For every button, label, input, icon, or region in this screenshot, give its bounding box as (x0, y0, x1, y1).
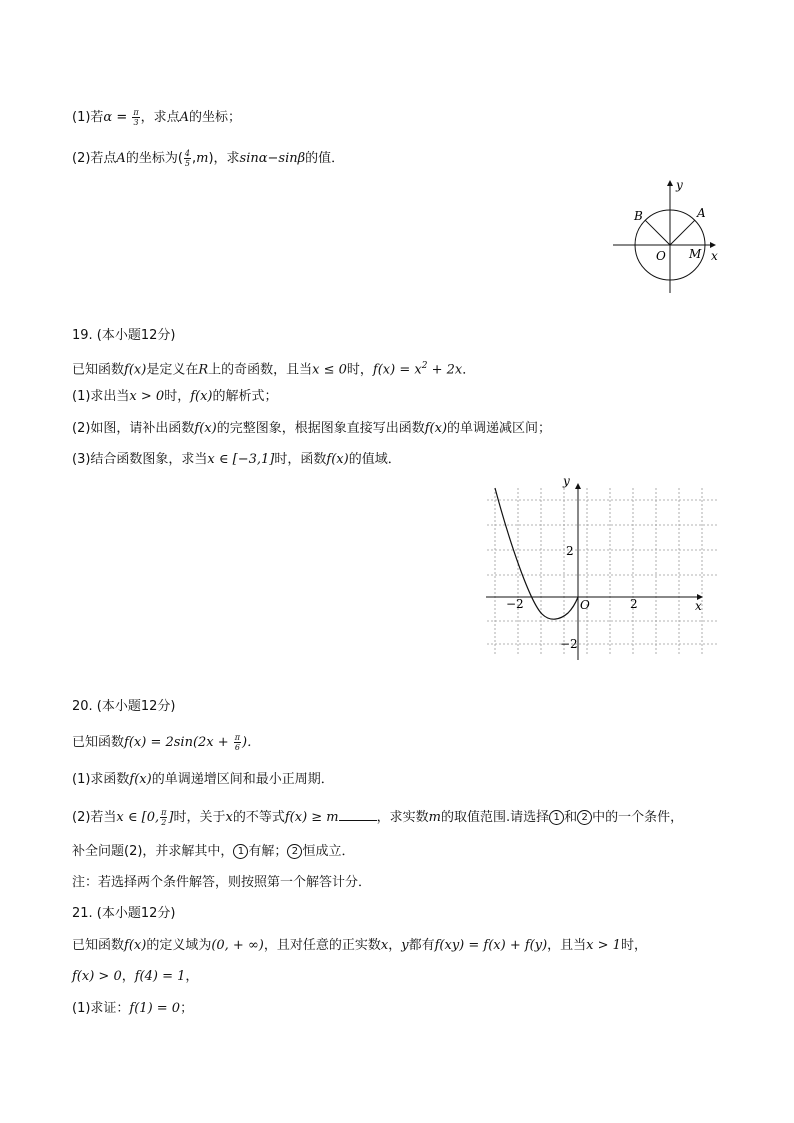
math-fx: f(x) (372, 362, 396, 378)
circled-two: 2 (577, 810, 592, 825)
math-ineq: f(x) ≥ m (284, 810, 339, 825)
math-domain: (0, + ∞) (211, 938, 264, 953)
math-sup: 2 (421, 361, 428, 371)
q19-part3 (72, 451, 401, 469)
math-x: x ∈ (116, 810, 142, 825)
q20-part2 (72, 808, 683, 827)
function-graph-figure (482, 474, 722, 664)
math-A: A (116, 151, 126, 166)
fraction (132, 108, 139, 127)
q20-stem (72, 733, 260, 752)
math-fx: f(x) (194, 421, 217, 436)
q20-part1 (72, 771, 334, 789)
text: 已知函数 (72, 938, 125, 953)
text: 已知函数 (72, 362, 125, 378)
q19-part1 (72, 388, 278, 406)
math-cond: x > 0 (129, 389, 165, 404)
text: 的单调递增区间和最小正周期． (151, 772, 334, 787)
text: ，且对任意的正实数 (263, 938, 381, 953)
text: (1)若 (72, 110, 104, 125)
text: = (112, 110, 132, 125)
math-m: m (428, 810, 441, 825)
text: 时， (346, 362, 373, 378)
text: 是定义在 (146, 362, 199, 378)
label-O: O (580, 598, 590, 612)
text: 时，关于 (173, 810, 226, 825)
math-eq: f(xy) = f(x) + f(y) (434, 938, 548, 953)
text: 恒成立． (302, 844, 355, 859)
text: ，求实数 (376, 810, 429, 825)
text: 的取值范围.请选择 (440, 810, 550, 825)
math-interval: [−3,1] (232, 452, 275, 467)
text: 的值域． (348, 452, 401, 467)
math-interval: [0, (141, 810, 160, 825)
circled-one: 1 (233, 844, 248, 859)
text: ， (121, 969, 135, 984)
math-fx: f(x) (129, 772, 152, 787)
frac-den: 3 (133, 118, 139, 127)
q18-part2 (72, 149, 344, 168)
label-x-neg2: −2 (506, 597, 524, 611)
text: ， (388, 938, 402, 953)
label-x: x (711, 249, 718, 263)
math-cond: x > 1 (586, 938, 621, 953)
math-end: )． (242, 735, 261, 750)
label-y-2: 2 (566, 544, 574, 558)
label-B: B (634, 209, 643, 223)
text: ； (180, 1001, 194, 1016)
text: , (191, 151, 197, 166)
frac-num: π (133, 108, 139, 117)
math-m: m (196, 151, 209, 166)
q21-stem (72, 937, 647, 955)
q19-part2 (72, 420, 551, 438)
label-y: y (563, 474, 570, 488)
text: 的值． (305, 151, 345, 166)
circled-two: 2 (287, 844, 302, 859)
math-fx: f(x) (190, 389, 213, 404)
q18-part1 (72, 108, 241, 127)
q19-stem (72, 357, 475, 379)
math-cond: x ≤ 0 (312, 362, 347, 378)
grid (487, 488, 718, 654)
text: 的不等式 (232, 810, 285, 825)
math-fx: f(x) (424, 421, 448, 436)
label-x-2: 2 (630, 597, 638, 611)
math-x: x (225, 810, 233, 825)
math-x: x (380, 938, 389, 953)
math-eq: = 2sin(2x + (146, 735, 233, 750)
text: (1)求函数 (72, 772, 130, 787)
frac-den: 2 (161, 818, 167, 827)
frac-den: 6 (234, 743, 240, 752)
math-fx: f(x) (124, 362, 147, 378)
text: 的解析式； (212, 389, 278, 404)
label-x: x (695, 599, 702, 613)
label-y: y (676, 178, 683, 192)
math-interval: ] (168, 810, 174, 825)
text: ， (185, 969, 199, 984)
frac-num: π (161, 808, 167, 817)
text: 有解； (248, 844, 288, 859)
text: )，求 (208, 151, 240, 166)
unit-circle-figure (605, 175, 725, 295)
text: 已知函数 (72, 735, 125, 750)
text: 的完整图象，根据图象直接写出函数 (216, 421, 425, 436)
math-eq: f(1) = 0 (129, 1001, 181, 1016)
math-fx: f(x) (326, 452, 349, 467)
circled-one: 1 (549, 810, 564, 825)
text: 都有 (408, 938, 435, 953)
frac-num: π (234, 733, 241, 742)
q21-header: 21. (本小题12分) (72, 906, 176, 921)
math-A: A (179, 110, 190, 125)
text: (2)如图，请补出函数 (72, 421, 195, 436)
q19-header: 19. (本小题12分) (72, 328, 176, 343)
text: (1)求出当 (72, 389, 130, 404)
q20-part2b (72, 843, 354, 861)
text: 和 (564, 810, 578, 825)
text: (1)求证： (72, 1001, 130, 1016)
fraction (160, 808, 167, 827)
text: 补全问题(2)，并求解其中， (72, 844, 234, 859)
text: 上的奇函数，且当 (208, 362, 313, 378)
label-M: M (689, 247, 702, 261)
text: 时，函数 (274, 452, 327, 467)
text: 时， (620, 938, 647, 953)
text: ． (462, 362, 476, 378)
math-eq: = x (395, 362, 422, 378)
text: 的坐标为( (125, 151, 183, 166)
text: 的定义域为 (146, 938, 212, 953)
math-y: y (401, 938, 409, 953)
label-y-neg2: −2 (560, 637, 578, 651)
answer-blank (339, 808, 377, 821)
math-alpha: α (103, 110, 113, 125)
math-R: R (198, 362, 209, 378)
text: ，且当 (547, 938, 587, 953)
text: 的坐标； (189, 110, 242, 125)
label-O: O (656, 249, 666, 263)
q21-part1 (72, 1000, 193, 1018)
ray-OB (645, 220, 670, 245)
frac-num: 4 (184, 149, 190, 158)
text: 中的一个条件， (592, 810, 684, 825)
text: ，求点 (140, 110, 180, 125)
math-x: x ∈ (207, 452, 233, 467)
text: (3)结合函数图象，求当 (72, 452, 208, 467)
math-fx: f(x) (124, 735, 147, 750)
text: 的单调递减区间； (447, 421, 552, 436)
ray-OA (670, 220, 695, 245)
label-A: A (697, 206, 706, 220)
q20-note: 注：若选择两个条件解答，则按照第一个解答计分． (72, 875, 372, 890)
math-ineq: f(x) > 0 (72, 969, 122, 984)
q21-line2 (72, 968, 198, 986)
text: (2)若点 (72, 151, 117, 166)
text: (2)若当 (72, 810, 117, 825)
fraction (184, 149, 191, 168)
math-expr: sinα−sinβ (239, 151, 306, 166)
fraction (234, 733, 241, 752)
math-fx: f(x) (124, 938, 147, 953)
math-eq: f(4) = 1 (134, 969, 186, 984)
frac-den: 5 (184, 159, 190, 168)
text: 时， (164, 389, 191, 404)
q20-header: 20. (本小题12分) (72, 699, 176, 714)
math-rest: + 2x (427, 362, 463, 378)
